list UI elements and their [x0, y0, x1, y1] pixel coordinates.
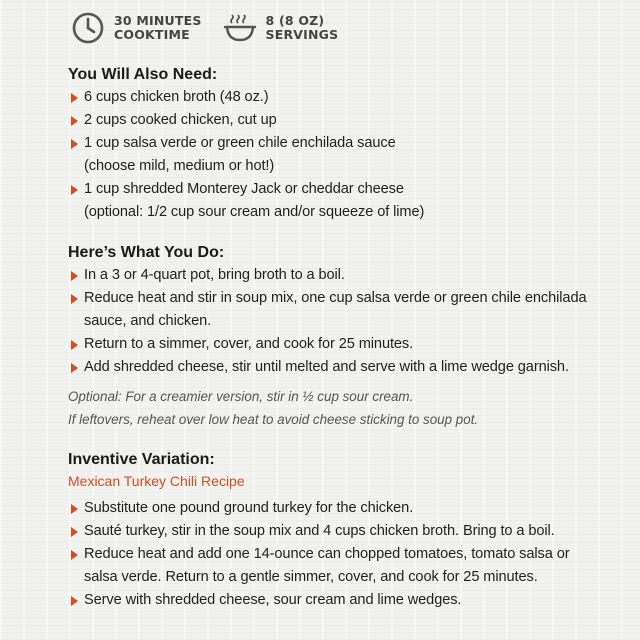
list-item — [68, 497, 628, 520]
list-item-continuation: salsa verde. Return to a gentle simmer, cover, and cook for 25 minutes. — [84, 569, 538, 585]
list-item — [68, 287, 628, 333]
ingredients-heading: You Will Also Need: — [68, 66, 218, 83]
list-item-text: 2 cups cooked chicken, cut up — [84, 112, 277, 128]
list-item — [68, 543, 628, 589]
variation-subtitle: Mexican Turkey Chili Recipe — [68, 473, 245, 489]
list-item-continuation: (choose mild, medium or hot!) — [84, 158, 275, 174]
cooktime-label: COOKTIME — [114, 27, 190, 42]
optional-note-line: Optional: For a creamier version, stir in ½ cup sour cream. — [68, 389, 414, 404]
steps-heading: Here’s What You Do: — [68, 244, 225, 261]
soup-bowl-icon — [222, 10, 258, 46]
list-item-text: Sauté turkey, stir in the soup mix and 4 cups chicken broth. Bring to a boil. — [84, 523, 555, 539]
steps-list — [68, 264, 628, 379]
list-item — [68, 589, 628, 612]
variation-heading: Inventive Variation: — [68, 451, 215, 468]
list-item-continuation: (optional: 1/2 cup sour cream and/or squeeze of lime) — [84, 204, 425, 220]
variation-list — [68, 497, 628, 612]
list-item — [68, 333, 628, 356]
ingredients-list — [68, 86, 628, 224]
list-item-text: Serve with shredded cheese, sour cream and lime wedges. — [84, 592, 462, 608]
servings-stat — [222, 10, 339, 46]
list-item — [68, 109, 628, 132]
list-item — [68, 356, 628, 379]
recipe-content — [68, 64, 628, 612]
optional-note — [68, 385, 628, 431]
list-item-text: 1 cup salsa verde or green chile enchilada sauce — [84, 135, 396, 151]
ingredients-section — [68, 64, 628, 224]
list-item-text: Reduce heat and stir in soup mix, one cup salsa verde or green chile enchilada — [84, 290, 587, 306]
list-item-text: 6 cups chicken broth (48 oz.) — [84, 89, 269, 105]
steps-section — [68, 242, 628, 431]
list-item-text: 1 cup shredded Monterey Jack or cheddar cheese — [84, 181, 404, 197]
list-item — [68, 132, 628, 178]
cooktime-value: 30 MINUTES — [114, 13, 202, 28]
servings-label: SERVINGS — [265, 27, 339, 42]
list-item — [68, 86, 628, 109]
list-item — [68, 264, 628, 287]
list-item-text: Return to a simmer, cover, and cook for 25 minutes. — [84, 336, 414, 352]
variation-section — [68, 449, 628, 612]
list-item-text: Substitute one pound ground turkey for the chicken. — [84, 500, 414, 516]
list-item — [68, 178, 628, 224]
list-item-continuation: sauce, and chicken. — [84, 313, 212, 329]
clock-icon — [70, 10, 106, 46]
list-item-text: In a 3 or 4-quart pot, bring broth to a boil. — [84, 267, 345, 283]
list-item-text: Add shredded cheese, stir until melted and serve with a lime wedge garnish. — [84, 359, 569, 375]
list-item — [68, 520, 628, 543]
cooktime-stat — [70, 10, 202, 46]
servings-value: 8 (8 OZ) — [265, 13, 325, 28]
list-item-text: Reduce heat and add one 14-ounce can chopped tomatoes, tomato salsa or — [84, 546, 570, 562]
recipe-stats — [70, 8, 358, 48]
leftovers-note-line: If leftovers, reheat over low heat to avoid cheese sticking to soup pot. — [68, 412, 479, 427]
